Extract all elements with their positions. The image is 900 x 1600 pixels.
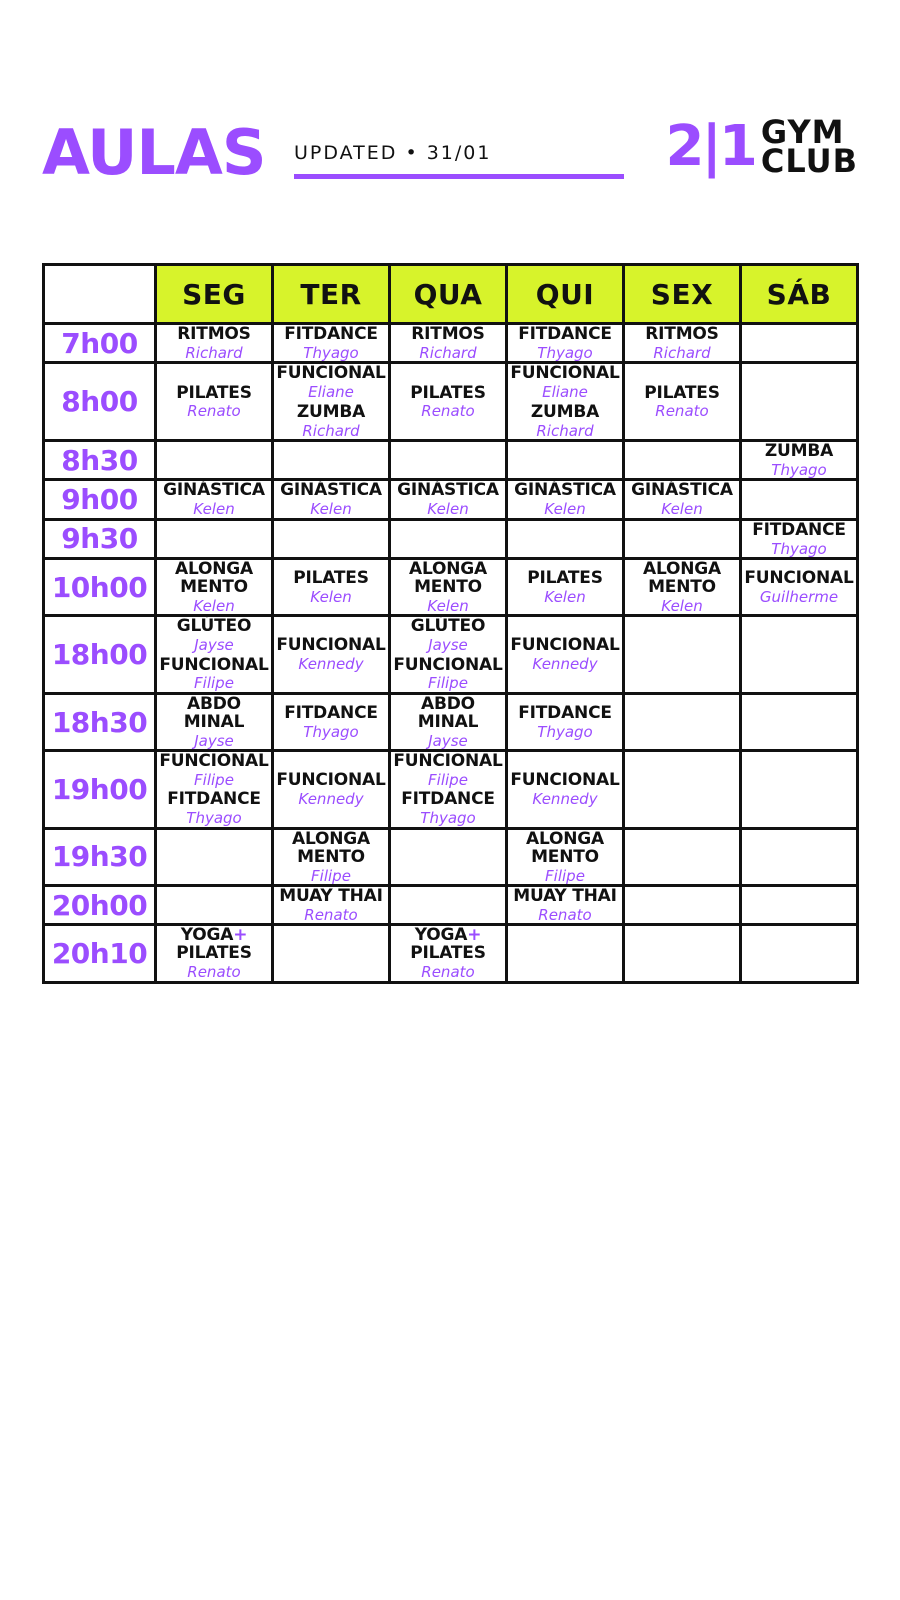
class-name: ZUMBA	[530, 401, 600, 422]
class-entry	[508, 702, 622, 741]
instructor-name: Renato	[421, 402, 475, 421]
schedule-cell-seg-9h00	[156, 480, 273, 519]
time-label-9h30: 9h30	[44, 519, 156, 558]
class-entry	[508, 772, 622, 807]
instructor-name: Renato	[655, 402, 709, 421]
class-entry	[625, 382, 739, 421]
instructor-name: Kelen	[661, 500, 703, 519]
schedule-cell-ter-9h30	[273, 519, 390, 558]
schedule-cell-seg-20h00	[156, 886, 273, 925]
instructor-name: Richard	[185, 343, 243, 362]
day-header-qui: QUI	[507, 265, 624, 324]
table-row	[44, 559, 858, 616]
instructor-name: Kelen	[427, 596, 469, 615]
class-name: GINÁSTICA	[631, 480, 733, 501]
schedule-cell-sex-8h00	[624, 363, 741, 441]
instructor-name: Richard	[419, 343, 477, 362]
instructor-name: Filipe	[545, 866, 585, 885]
instructor-name: Kelen	[193, 500, 235, 519]
class-name: FUNCIONAL	[276, 770, 386, 791]
class-name: FITDANCE	[518, 702, 612, 723]
instructor-name: Richard	[302, 421, 360, 440]
class-name: FUNCIONAL	[744, 567, 854, 588]
class-entry	[391, 693, 505, 750]
class-name: FITDANCE	[284, 702, 378, 723]
schedule-cell-qua-19h00	[390, 751, 507, 829]
updated-label: UPDATED • 31/01	[294, 142, 492, 164]
schedule-cell-ter-8h00	[273, 363, 390, 441]
class-entry	[274, 828, 388, 885]
instructor-name: Jayse	[428, 731, 468, 750]
class-name: GINÁSTICA	[280, 480, 382, 501]
instructor-name: Filipe	[194, 674, 234, 693]
time-label-8h00: 8h00	[44, 363, 156, 441]
class-name: ALONGA MENTO	[643, 559, 721, 597]
instructor-name: Kennedy	[532, 790, 598, 809]
instructor-name: Kelen	[310, 587, 352, 606]
time-label-10h00: 10h00	[44, 559, 156, 616]
instructor-name: Thyago	[303, 722, 359, 741]
schedule-cell-sab-8h30	[741, 441, 858, 480]
schedule-cell-seg-7h00	[156, 324, 273, 363]
schedule-cell-seg-8h00	[156, 363, 273, 441]
class-name: FITDANCE	[284, 324, 378, 344]
instructor-name: Kennedy	[532, 655, 598, 674]
class-entry	[157, 618, 271, 653]
schedule-cell-sab-19h30	[741, 828, 858, 885]
page-header	[42, 113, 858, 198]
schedule-cell-qua-18h30	[390, 693, 507, 750]
class-name: FITDANCE	[401, 789, 495, 810]
schedule-cell-sab-7h00	[741, 324, 858, 363]
instructor-name: Kennedy	[298, 655, 364, 674]
class-entry	[391, 561, 505, 614]
class-name: FITDANCE	[167, 789, 261, 810]
instructor-name: Jayse	[194, 731, 234, 750]
class-name: ALONGA MENTO	[409, 559, 487, 597]
class-name: PILATES	[644, 382, 720, 403]
schedule-cell-sab-18h00	[741, 616, 858, 694]
instructor-name: Kennedy	[298, 790, 364, 809]
instructor-name: Kelen	[661, 596, 703, 615]
schedule-cell-qua-8h00	[390, 363, 507, 441]
time-label-18h30: 18h30	[44, 693, 156, 750]
class-entry	[625, 482, 739, 517]
class-name: YOGA+ PILATES	[176, 925, 252, 964]
instructor-name: Filipe	[428, 770, 468, 789]
class-entry	[508, 365, 622, 400]
instructor-name: Kelen	[544, 587, 586, 606]
schedule-cell-qui-19h00	[507, 751, 624, 829]
class-entry	[274, 567, 388, 606]
instructor-name: Renato	[187, 963, 241, 982]
class-entry	[157, 326, 271, 361]
table-row	[44, 751, 858, 829]
class-name: ALONGA MENTO	[526, 828, 604, 867]
class-entry	[274, 637, 388, 672]
class-name: GINÁSTICA	[514, 480, 616, 501]
schedule-cell-sex-7h00	[624, 324, 741, 363]
table-row	[44, 886, 858, 925]
class-name: FUNCIONAL	[159, 751, 269, 772]
schedule-cell-qua-20h10	[390, 925, 507, 982]
class-entry	[391, 927, 505, 980]
instructor-name: Eliane	[542, 383, 588, 402]
class-name: GLÚTEO	[176, 616, 252, 637]
class-name: FITDANCE	[752, 519, 846, 540]
table-row	[44, 693, 858, 750]
class-entry	[508, 828, 622, 885]
schedule-cell-ter-20h00	[273, 886, 390, 925]
instructor-name: Thyago	[303, 343, 359, 362]
class-name: ZUMBA	[296, 401, 366, 422]
class-schedule-table	[42, 263, 859, 984]
schedule-cell-sex-9h30	[624, 519, 741, 558]
class-name: MUAY THAI	[513, 886, 617, 906]
class-entry	[274, 888, 388, 923]
class-entry	[157, 654, 271, 693]
class-name: FUNCIONAL	[510, 635, 620, 656]
class-name: FUNCIONAL	[393, 751, 503, 772]
schedule-cell-ter-18h00	[273, 616, 390, 694]
class-entry	[391, 618, 505, 653]
class-name: FITDANCE	[518, 324, 612, 344]
class-entry	[274, 401, 388, 440]
class-entry	[742, 567, 856, 606]
class-entry	[157, 927, 271, 980]
schedule-cell-seg-8h30	[156, 441, 273, 480]
instructor-name: Richard	[536, 421, 594, 440]
class-name: RITMOS	[645, 324, 719, 344]
class-entry	[157, 791, 271, 826]
class-name: PILATES	[293, 567, 369, 588]
schedule-cell-sex-9h00	[624, 480, 741, 519]
class-name: RITMOS	[177, 324, 251, 344]
instructor-name: Filipe	[428, 674, 468, 693]
instructor-name: Kelen	[544, 500, 586, 519]
table-row	[44, 828, 858, 885]
schedule-cell-qua-9h30	[390, 519, 507, 558]
schedule-cell-sab-10h00	[741, 559, 858, 616]
schedule-cell-qui-20h10	[507, 925, 624, 982]
schedule-cell-sex-19h30	[624, 828, 741, 885]
schedule-cell-qua-10h00	[390, 559, 507, 616]
schedule-cell-ter-19h30	[273, 828, 390, 885]
class-name: ALONGA MENTO	[292, 828, 370, 867]
brand-mark-icon: 2|1	[665, 114, 755, 180]
schedule-cell-qua-8h30	[390, 441, 507, 480]
schedule-cell-qui-8h00	[507, 363, 624, 441]
class-name: YOGA+ PILATES	[410, 925, 486, 964]
schedule-cell-ter-7h00	[273, 324, 390, 363]
day-header-sex: SEX	[624, 265, 741, 324]
schedule-cell-qui-19h30	[507, 828, 624, 885]
class-entry	[391, 382, 505, 421]
schedule-cell-qua-7h00	[390, 324, 507, 363]
schedule-cell-seg-10h00	[156, 559, 273, 616]
class-name: FUNCIONAL	[393, 654, 503, 675]
table-row	[44, 925, 858, 982]
schedule-cell-qui-8h30	[507, 441, 624, 480]
class-name: FUNCIONAL	[276, 363, 386, 384]
time-label-8h30: 8h30	[44, 441, 156, 480]
brand-line-club: CLUB	[760, 142, 858, 181]
time-label-19h00: 19h00	[44, 751, 156, 829]
schedule-cell-ter-9h00	[273, 480, 390, 519]
instructor-name: Jayse	[194, 636, 234, 655]
class-name: GLÚTEO	[410, 616, 486, 637]
class-entry	[625, 326, 739, 361]
schedule-cell-qui-9h30	[507, 519, 624, 558]
instructor-name: Thyago	[420, 809, 476, 828]
schedule-cell-qua-9h00	[390, 480, 507, 519]
class-name: MUAY THAI	[279, 886, 383, 906]
schedule-cell-sab-9h00	[741, 480, 858, 519]
schedule-cell-qua-19h30	[390, 828, 507, 885]
schedule-cell-sex-20h00	[624, 886, 741, 925]
schedule-cell-ter-10h00	[273, 559, 390, 616]
schedule-cell-seg-19h00	[156, 751, 273, 829]
instructor-name: Filipe	[194, 770, 234, 789]
class-entry	[274, 702, 388, 741]
class-entry	[157, 561, 271, 614]
class-name: FUNCIONAL	[510, 770, 620, 791]
instructor-name: Thyago	[537, 343, 593, 362]
day-header-sab: SÁB	[741, 265, 858, 324]
schedule-cell-sab-19h00	[741, 751, 858, 829]
time-label-18h00: 18h00	[44, 616, 156, 694]
class-name: PILATES	[410, 382, 486, 403]
schedule-cell-sex-10h00	[624, 559, 741, 616]
class-entry	[742, 519, 856, 558]
class-entry	[508, 637, 622, 672]
class-entry	[157, 382, 271, 421]
schedule-cell-qui-10h00	[507, 559, 624, 616]
instructor-name: Thyago	[771, 460, 827, 479]
class-entry	[391, 753, 505, 788]
instructor-name: Kelen	[193, 596, 235, 615]
instructor-name: Renato	[187, 402, 241, 421]
time-label-20h10: 20h10	[44, 925, 156, 982]
schedule-cell-qui-9h00	[507, 480, 624, 519]
class-entry	[508, 326, 622, 361]
class-entry	[508, 482, 622, 517]
class-entry	[274, 326, 388, 361]
class-name: PILATES	[176, 382, 252, 403]
schedule-cell-sex-20h10	[624, 925, 741, 982]
instructor-name: Jayse	[428, 636, 468, 655]
table-corner-cell	[44, 265, 156, 324]
schedule-cell-sab-8h00	[741, 363, 858, 441]
class-name: PILATES	[527, 567, 603, 588]
class-name: FUNCIONAL	[510, 363, 620, 384]
class-entry	[391, 654, 505, 693]
schedule-cell-sex-8h30	[624, 441, 741, 480]
instructor-name: Thyago	[771, 539, 827, 558]
class-entry	[508, 567, 622, 606]
schedule-cell-seg-18h30	[156, 693, 273, 750]
instructor-name: Guilherme	[759, 587, 839, 606]
schedule-cell-sex-18h30	[624, 693, 741, 750]
class-name: ABDO MINAL	[183, 693, 245, 732]
class-entry	[274, 365, 388, 400]
page-title: AULAS	[42, 116, 266, 189]
class-name: ALONGA MENTO	[175, 559, 253, 597]
day-header-seg: SEG	[156, 265, 273, 324]
class-name: ZUMBA	[764, 441, 834, 462]
table-row	[44, 441, 858, 480]
instructor-name: Thyago	[186, 809, 242, 828]
class-name: FUNCIONAL	[276, 635, 386, 656]
class-name: ABDO MINAL	[417, 693, 479, 732]
instructor-name: Filipe	[311, 866, 351, 885]
schedule-cell-qua-18h00	[390, 616, 507, 694]
class-name: FUNCIONAL	[159, 654, 269, 675]
class-name: GINÁSTICA	[397, 480, 499, 501]
time-label-19h30: 19h30	[44, 828, 156, 885]
schedule-cell-sab-9h30	[741, 519, 858, 558]
table-row	[44, 324, 858, 363]
time-label-9h00: 9h00	[44, 480, 156, 519]
schedule-cell-seg-9h30	[156, 519, 273, 558]
class-entry	[157, 753, 271, 788]
schedule-cell-seg-18h00	[156, 616, 273, 694]
schedule-cell-ter-20h10	[273, 925, 390, 982]
class-entry	[391, 791, 505, 826]
schedule-cell-sab-20h00	[741, 886, 858, 925]
brand-line-gym: GYM	[760, 113, 845, 151]
time-label-20h00: 20h00	[44, 886, 156, 925]
table-row	[44, 363, 858, 441]
schedule-cell-ter-18h30	[273, 693, 390, 750]
schedule-cell-qui-20h00	[507, 886, 624, 925]
class-entry	[625, 561, 739, 614]
schedule-cell-seg-20h10	[156, 925, 273, 982]
class-entry	[508, 888, 622, 923]
table-row	[44, 519, 858, 558]
table-row	[44, 480, 858, 519]
day-header-qua: QUA	[390, 265, 507, 324]
class-entry	[391, 326, 505, 361]
class-entry	[274, 772, 388, 807]
day-header-ter: TER	[273, 265, 390, 324]
schedule-cell-seg-19h30	[156, 828, 273, 885]
instructor-name: Kelen	[427, 500, 469, 519]
instructor-name: Kelen	[310, 500, 352, 519]
schedule-cell-sab-18h30	[741, 693, 858, 750]
instructor-name: Thyago	[537, 722, 593, 741]
schedule-cell-qui-18h00	[507, 616, 624, 694]
schedule-cell-sex-18h00	[624, 616, 741, 694]
brand-logo	[665, 113, 859, 181]
schedule-cell-ter-19h00	[273, 751, 390, 829]
class-entry	[274, 482, 388, 517]
class-entry	[391, 482, 505, 517]
brand-wordmark	[760, 113, 858, 181]
schedule-cell-qui-18h30	[507, 693, 624, 750]
instructor-name: Eliane	[308, 383, 354, 402]
class-entry	[157, 693, 271, 750]
instructor-name: Renato	[304, 905, 358, 924]
table-row	[44, 616, 858, 694]
class-entry	[508, 401, 622, 440]
instructor-name: Renato	[421, 963, 475, 982]
schedule-cell-sex-19h00	[624, 751, 741, 829]
schedule-cell-qua-20h00	[390, 886, 507, 925]
class-entry	[742, 443, 856, 478]
updated-underline	[294, 174, 624, 179]
class-entry	[157, 482, 271, 517]
schedule-cell-ter-8h30	[273, 441, 390, 480]
class-name: GINÁSTICA	[163, 480, 265, 501]
class-name: RITMOS	[411, 324, 485, 344]
instructor-name: Richard	[653, 343, 711, 362]
instructor-name: Renato	[538, 905, 592, 924]
table-header-row	[44, 265, 858, 324]
time-label-7h00: 7h00	[44, 324, 156, 363]
schedule-cell-sab-20h10	[741, 925, 858, 982]
schedule-cell-qui-7h00	[507, 324, 624, 363]
